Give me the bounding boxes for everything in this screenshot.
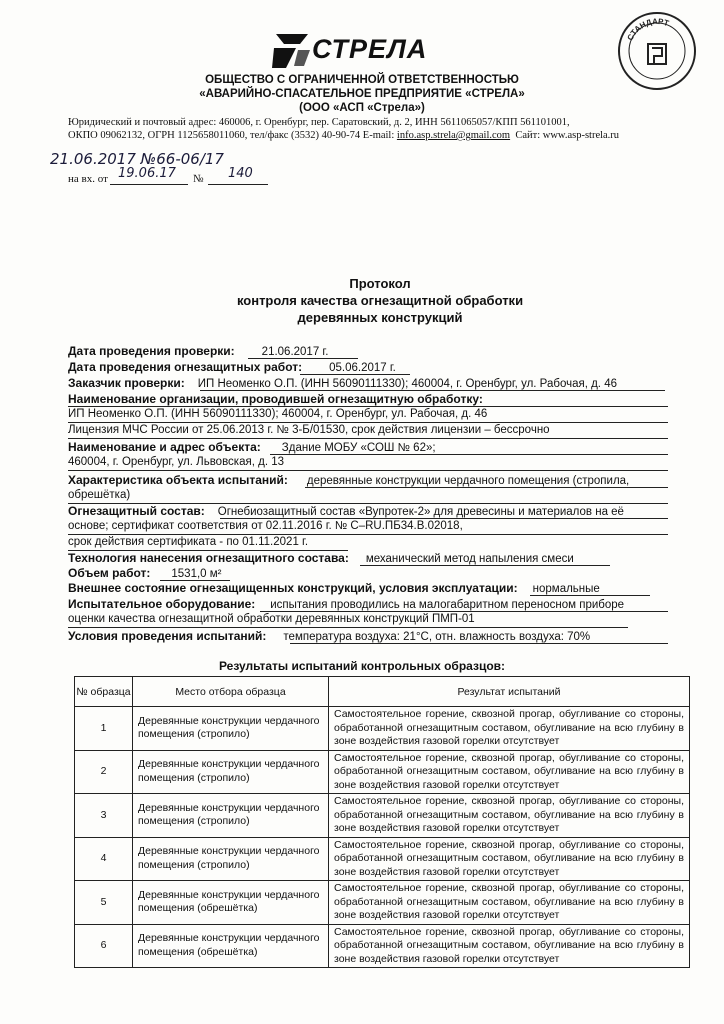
equipment-row: [68, 597, 624, 612]
table-row: [75, 924, 690, 968]
object-value: Здание МОБУ «СОШ № 62»;: [281, 442, 436, 454]
incoming-number-sign: №: [193, 173, 204, 185]
technology-label: Технология нанесения огнезащитного состава:: [68, 551, 349, 565]
object-address: 460004, г. Оренбург, ул. Львовская, д. 13: [68, 456, 284, 468]
col-place-header: Место отбора образца: [133, 677, 329, 707]
sample-num: 3: [75, 794, 133, 838]
results-header-row: [75, 677, 690, 707]
protocol-subtitle-2: деревянных конструкций: [297, 310, 463, 325]
customer-row: [68, 376, 617, 391]
sample-result: Самостоятельное горение, сквозной прогар, обугливание со стороны, обработанной огнезащитным составом, обугливание на всю глубину в зоне воздействия газовой горелки отсутствует: [329, 750, 690, 794]
treatment-date-value: 05.06.2017 г.: [329, 362, 396, 374]
table-row: [75, 794, 690, 838]
test-conditions-value: температура воздуха: 21°С, отн. влажность воздуха: 70%: [283, 631, 591, 643]
sample-num: 1: [75, 707, 133, 751]
volume-label: Объем работ:: [68, 566, 151, 580]
equipment-label: Испытательное оборудование:: [68, 597, 256, 611]
org-name-line2: «АВАРИЙНО-СПАСАТЕЛЬНОЕ ПРЕДПРИЯТИЕ «СТРЕЛА»: [199, 88, 525, 100]
company-logo-text: СТРЕЛА: [312, 34, 428, 64]
sample-place: Деревянные конструкции чердачного помещения (стропило): [133, 794, 329, 838]
equipment-value1: испытания проводились на малогабаритном переносном приборе: [270, 599, 625, 611]
table-row: [75, 881, 690, 925]
contractor-value: ИП Неоменко О.П. (ИНН 56090111330); 460004, г. Оренбург, ул. Рабочая, д. 46: [68, 408, 488, 420]
test-conditions-row: [68, 629, 590, 644]
incoming-prefix: на вх. от: [68, 173, 108, 185]
condition-row: [68, 581, 600, 596]
table-row: [75, 837, 690, 881]
composition-row: [68, 504, 624, 519]
composition-value1: Огнебиозащитный состав «Вупротек-2» для древесины и материалов на её: [217, 506, 624, 518]
website: Сайт: www.asp-strela.ru: [515, 130, 620, 141]
sample-place: Деревянные конструкции чердачного помещения (обрешётка): [133, 881, 329, 925]
table-row: [75, 707, 690, 751]
results-title: Результаты испытаний контрольных образцов:: [218, 659, 506, 673]
object-char-label: Характеристика объекта испытаний:: [68, 473, 288, 487]
sample-place: Деревянные конструкции чердачного помещения (стропило): [133, 750, 329, 794]
org-name-line1: ОБЩЕСТВО С ОГРАНИЧЕННОЙ ОТВЕТСТВЕННОСТЬЮ: [205, 74, 519, 86]
sample-place: Деревянные конструкции чердачного помещения (стропило): [133, 837, 329, 881]
object-label: Наименование и адрес объекта:: [68, 440, 261, 454]
volume-value: 1531,0 м²: [171, 568, 222, 580]
email-link[interactable]: info.asp.strela@gmail.com: [396, 130, 511, 141]
contractor-label-text: Наименование организации, проводившей огнезащитную обработку:: [68, 392, 483, 406]
sample-num: 6: [75, 924, 133, 968]
sample-result: Самостоятельное горение, сквозной прогар, обугливание со стороны, обработанной огнезащитным составом, обугливание на всю глубину в зоне воздействия газовой горелки отсутствует: [329, 707, 690, 751]
sample-num: 4: [75, 837, 133, 881]
composition-value2: основе; сертификат соответствия от 02.11.2016 г. № C–RU.ПБ34.В.02018,: [68, 520, 463, 532]
volume-row: [68, 566, 222, 581]
sample-result: Самостоятельное горение, сквозной прогар, обугливание со стороны, обработанной огнезащитным составом, обугливание на всю глубину в зоне воздействия газовой горелки отсутствует: [329, 794, 690, 838]
technology-value: механический метод напыления смеси: [365, 553, 574, 565]
protocol-title: Протокол: [349, 276, 411, 291]
object-char-row: [68, 473, 629, 488]
check-date-value: 21.06.2017 г.: [261, 346, 329, 358]
treatment-date-row: [68, 360, 396, 375]
handwritten-incoming-date: 19.06.17: [118, 166, 176, 181]
results-table: [74, 676, 690, 968]
customer-value: ИП Неоменко О.П. (ИНН 56090111330); 460004, г. Оренбург, ул. Рабочая, д. 46: [197, 378, 617, 390]
sample-result: Самостоятельное горение, сквозной прогар, обугливание со стороны, обработанной огнезащитным составом, обугливание на всю глубину в зоне воздействия газовой горелки отсутствует: [329, 837, 690, 881]
composition-label: Огнезащитный состав:: [68, 504, 205, 518]
sample-place: Деревянные конструкции чердачного помещения (обрешётка): [133, 924, 329, 968]
equipment-value2: оценки качества огнезащитной обработки деревянных конструкций ПМП-01: [68, 613, 475, 625]
check-date-row: [68, 344, 328, 359]
condition-label: Внешнее состояние огнезащищенных конструкций, условия эксплуатации:: [68, 581, 518, 595]
protocol-subtitle-1: контроля качества огнезащитной обработки: [236, 293, 524, 308]
sample-result: Самостоятельное горение, сквозной прогар, обугливание со стороны, обработанной огнезащитным составом, обугливание на всю глубину в зоне воздействия газовой горелки отсутствует: [329, 881, 690, 925]
sample-place: Деревянные конструкции чердачного помещения (стропило): [133, 707, 329, 751]
sample-num: 5: [75, 881, 133, 925]
svg-text:СТАНДАРТ: СТАНДАРТ: [625, 16, 670, 42]
test-conditions-label: Условия проведения испытаний:: [68, 629, 267, 643]
address-line1: Юридический и почтовый адрес: 460006, г. Оренбург, пер. Саратовский, д. 2, ИНН 5611065057/КПП 561101001,: [68, 117, 570, 128]
handwritten-outgoing-number: 21.06.2017 №66-06/17: [50, 150, 224, 168]
col-num-header: № образца: [75, 677, 133, 707]
object-row: [68, 440, 436, 455]
condition-value: нормальные: [532, 583, 600, 595]
customer-label: Заказчик проверки:: [68, 376, 185, 390]
contacts: ОКПО 09062132, ОГРН 1125658011060, тел/факс (3532) 40-90-74 E-mail:: [68, 130, 397, 141]
object-char-value2: обрешётка): [68, 489, 131, 501]
address-line2: [68, 130, 619, 141]
check-date-label: Дата проведения проверки:: [68, 344, 235, 358]
license-value: Лицензия МЧС России от 25.06.2013 г. № 3-Б/01530, срок действия лицензии – бессрочно: [68, 424, 550, 436]
treatment-date-label: Дата проведения огнезащитных работ:: [68, 360, 303, 374]
sample-num: 2: [75, 750, 133, 794]
object-char-value1: деревянные конструкции чердачного помещения (стропила,: [306, 475, 630, 487]
org-name-line3: (ООО «АСП «Стрела»): [299, 102, 425, 114]
col-result-header: Результат испытаний: [329, 677, 690, 707]
composition-value3: срок действия сертификата - по 01.11.2021 г.: [68, 536, 309, 548]
technology-row: [68, 551, 574, 566]
sample-result: Самостоятельное горение, сквозной прогар, обугливание со стороны, обработанной огнезащитным составом, обугливание на всю глубину в зоне воздействия газовой горелки отсутствует: [329, 924, 690, 968]
table-row: [75, 750, 690, 794]
handwritten-incoming-number: 140: [228, 166, 253, 181]
